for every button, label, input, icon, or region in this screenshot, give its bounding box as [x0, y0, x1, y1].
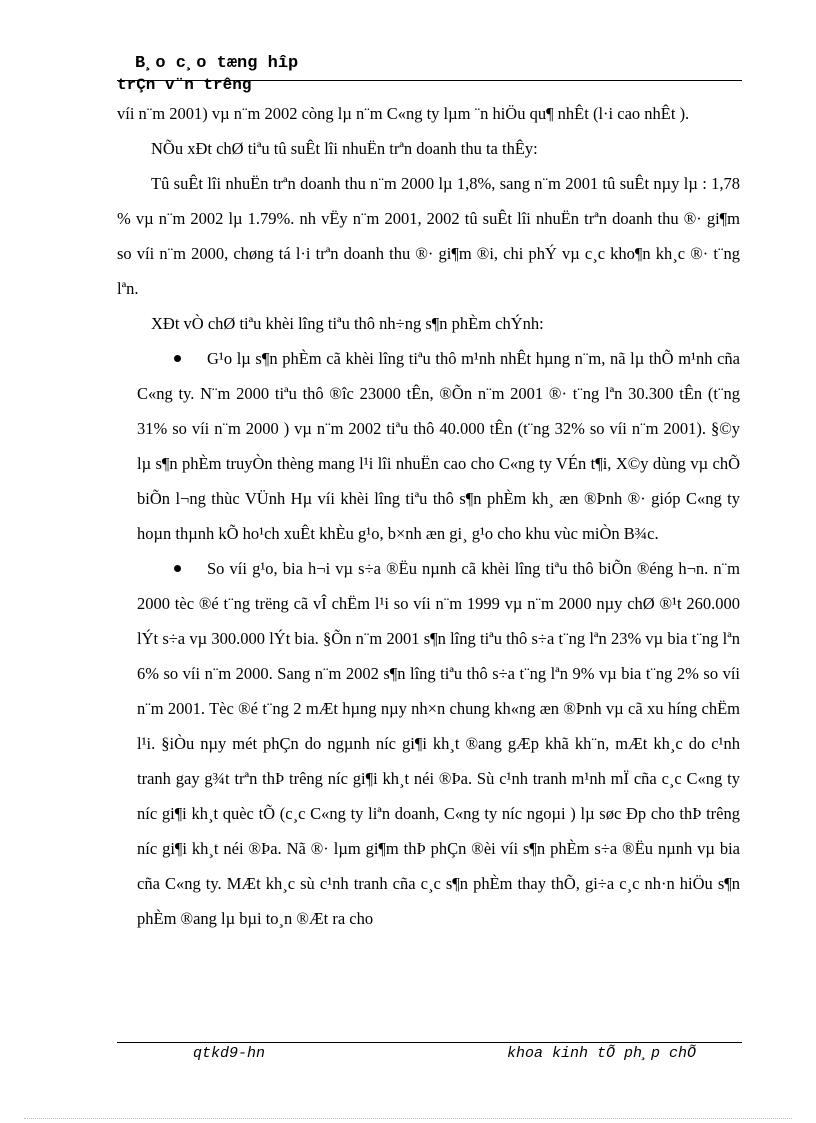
- bullet-text-rice: G¹o lµ s¶n phÈm cã khèi lîng tiªu thô m¹nh nhÊt hµng n¨m, nã lµ thÕ m¹nh cña C«ng ty. N¨m 2000 tiªu thô ®îc 23000 tÊn, ®Õn n¨m 2001 ®· t¨ng lªn 30.300 tÊn (t¨ng 31% so víi n¨m 2000 ) vµ n¨m 2002 tiªu thô 40.000 tÊn (t¨ng 32% so víi n¨m 2001). §©y lµ s¶n phÈm truyÒn thèng mang l¹i lîi nhuËn cao cho C«ng ty VÉn t¶i, X©y dùng vµ chÕ biÕn l¬ng thùc VÜnh Hµ víi khèi lîng tiªu thô s¶n phÈm kh¸ æn ®Þnh ®· gióp C«ng ty hoµn thµnh kÕ ho¹ch xuÊt khÈu g¹o, b×nh æn gi¸ g¹o cho khu vùc miÒn B¾c.: [137, 349, 740, 543]
- page-header: [117, 50, 742, 94]
- footer-divider: [117, 1042, 742, 1043]
- bullet-icon: [174, 355, 181, 362]
- bullet-text-beer-milk: So víi g¹o, bia h¬i vµ s÷a ®Ëu nµnh cã khèi lîng tiªu thô biÕn ®éng h¬n. n¨m 2000 tèc ®é t¨ng trëng cã vÎ chËm l¹i so víi n¨m 1999 vµ n¨m 2000 nµy chØ ®¹t 260.000 lÝt s÷a vµ 300.000 lÝt bia. §Õn n¨m 2001 s¶n lîng tiªu thô s÷a t¨ng lªn 23% vµ bia t¨ng lªn 6% so víi n¨m 2000. Sang n¨m 2002 s¶n lîng tiªu thô s÷a t¨ng lªn 9% vµ bia t¨ng 2% so víi n¨m 2001. Tèc ®é t¨ng 2 mÆt hµng nµy nh×n chung kh«ng æn ®Þnh vµ cã xu híng chËm l¹i. §iÒu nµy mét phÇn do ngµnh níc gi¶i kh¸t ®ang gÆp khã kh¨n, mÆt kh¸c do c¹nh tranh gay g¾t trªn thÞ trêng níc gi¶i kh¸t néi ®Þa. Sù c¹nh tranh m¹nh mÏ cña c¸c C«ng ty níc gi¶i kh¸t quèc tÕ (c¸c C«ng ty liªn doanh, C«ng ty níc ngoµi ) lµ søc Ðp cho thÞ trêng níc gi¶i kh¸t néi ®Þa. Nã ®· lµm gi¶m thÞ phÇn ®èi víi s¶n phÈm s÷a ®Ëu nµnh vµ bia cña C«ng ty. MÆt kh¸c sù c¹nh tranh cña c¸c s¶n phÈm thay thÕ, gi÷a c¸c nh·n hiÖu s¶n phÈm ®ang lµ bµi to¸n ®Æt ra cho: [137, 559, 740, 928]
- paragraph-4: XÐt vÒ chØ tiªu khèi lîng tiªu thô nh÷ng s¶n phÈm chÝnh:: [151, 314, 544, 333]
- bullet-item-rice: [117, 341, 740, 551]
- paragraph-2: NÕu xÐt chØ tiªu tû suÊt lîi nhuËn trªn doanh thu ta thÊy:: [151, 139, 538, 158]
- bullet-icon: [174, 565, 181, 572]
- footer-faculty: khoa kinh tÕ ph¸p chÕ: [507, 1045, 697, 1062]
- header-title: B¸o c¸o tæng hîp: [135, 54, 299, 73]
- footer-class-code: qtkd9-hn: [193, 1045, 266, 1062]
- page-boundary: [24, 1118, 792, 1120]
- paragraph-1: víi n¨m 2001) vµ n¨m 2002 còng lµ n¨m C«ng ty lµm ¨n hiÖu qu¶ nhÊt (l·i cao nhÊt ).: [117, 104, 690, 123]
- paragraph-3: Tû suÊt lîi nhuËn trªn doanh thu n¨m 2000 lµ 1,8%, sang n¨m 2001 tû suÊt nµy lµ : 1,78 % vµ n¨m 2002 lµ 1.79%. nh vËy n¨m 2001, 2002 tû suÊt lîi nhuËn trªn doanh thu ®· gi¶m so víi n¨m 2000, chøng tá l·i trªn doanh thu ®· gi¶m ®i, chi phÝ vµ c¸c kho¶n kh¸c ®· t¨ng lªn.: [117, 174, 740, 298]
- bullet-item-beer-milk: [117, 551, 740, 936]
- header-author: trÇn v¨n trêng: [117, 76, 252, 94]
- document-body: [117, 96, 740, 936]
